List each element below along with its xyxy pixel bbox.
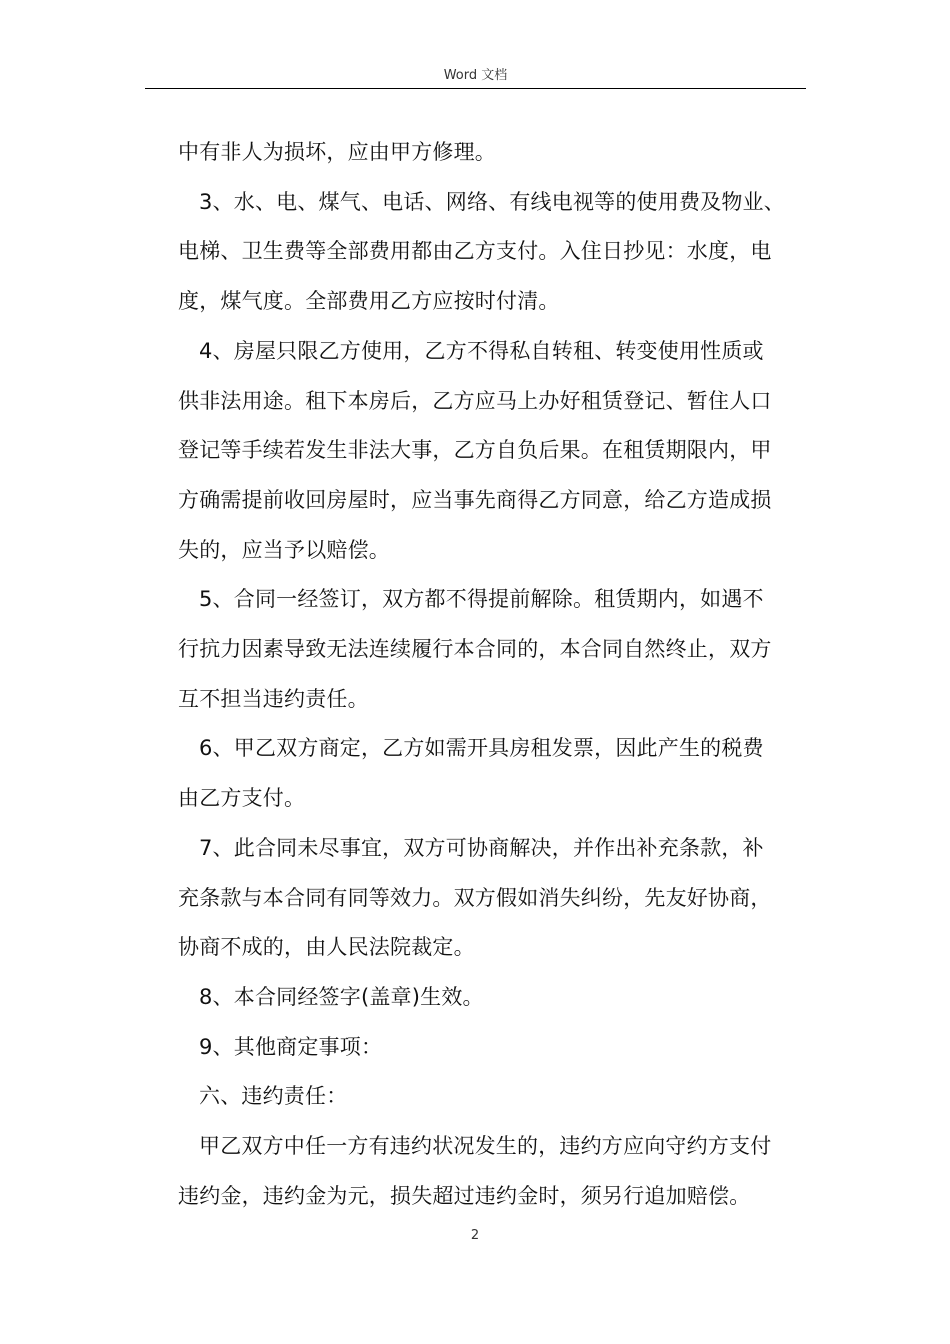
text-line: 9、其他商定事项： [199,1034,383,1059]
text-line: 由乙方支付。 [178,786,306,811]
document-body [178,128,806,1221]
text-line: 协商不成的，由人民法院裁定。 [178,935,475,960]
text-line: 甲乙双方中任一方有违约状况发生的，违约方应向守约方支付 [199,1134,772,1159]
text-line: 登记等手续若发生非法大事，乙方自负后果。在租赁期限内，甲 [178,438,772,463]
page-footer [0,1228,950,1243]
text-line: 5、合同一经签订，双方都不得提前解除。租赁期内，如遇不 [199,587,764,612]
text-line: 违约金，违约金为元，损失超过违约金时，须另行追加赔偿。 [178,1183,751,1208]
section-heading: 六、违约责任： [199,1084,348,1109]
text-line: 度，煤气度。全部费用乙方应按时付清。 [178,289,560,314]
text-line: 方确需提前收回房屋时，应当事先商得乙方同意，给乙方造成损 [178,487,772,512]
text-line: 6、甲乙双方商定，乙方如需开具房租发票，因此产生的税费 [199,736,764,761]
text-line: 3、水、电、煤气、电话、网络、有线电视等的使用费及物业、 [199,189,785,214]
text-line: 8、本合同经签字(盖章)生效。 [199,984,484,1009]
text-line: 4、房屋只限乙方使用，乙方不得私自转租、转变使用性质或 [199,338,764,363]
text-line: 电梯、卫生费等全部费用都由乙方支付。入住日抄见：水度，电 [178,239,772,264]
text-line: 中有非人为损坏，应由甲方修理。 [178,140,496,164]
header-title: Word 文档 [443,68,508,83]
text-line: 失的，应当予以赔偿。 [178,537,390,562]
text-line: 行抗力因素导致无法连续履行本合同的，本合同自然终止，双方 [178,637,772,662]
text-line: 7、此合同未尽事宜，双方可协商解决，并作出补充条款，补 [199,835,764,860]
page-number: 2 [470,1228,480,1243]
page-header [145,64,806,89]
text-line: 供非法用途。租下本房后，乙方应马上办好租赁登记、暂住人口 [178,388,772,413]
text-line: 充条款与本合同有同等效力。双方假如消失纠纷，先友好协商， [178,885,772,910]
text-line: 互不担当违约责任。 [178,686,369,711]
